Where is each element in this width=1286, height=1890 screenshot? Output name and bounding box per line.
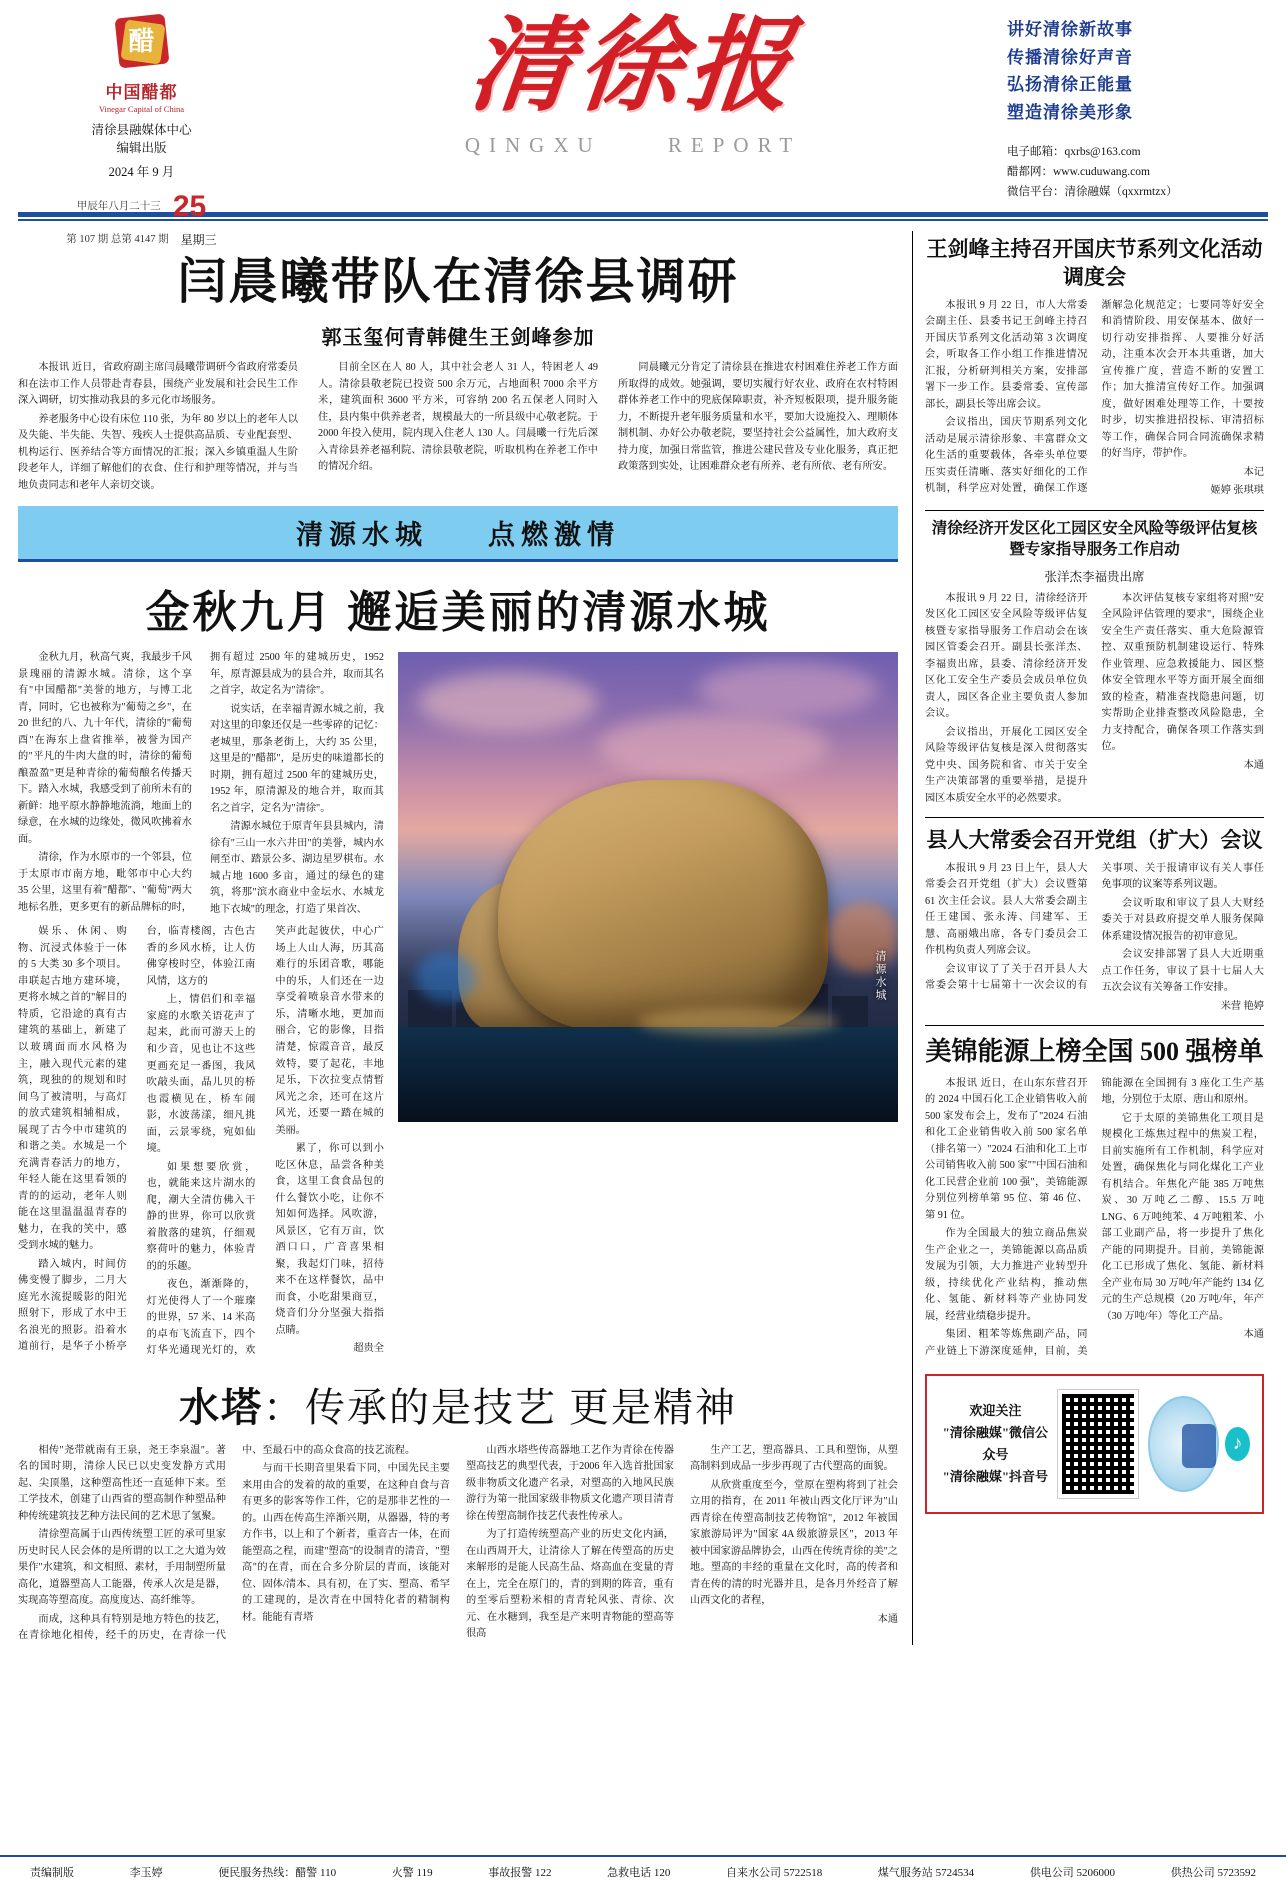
logo-en-text: Vinegar Capital of China <box>98 104 185 114</box>
article-byline: 本通 <box>1243 1329 1264 1341</box>
photo-water <box>398 1027 898 1122</box>
feature-article <box>18 650 898 1360</box>
paragraph: 本报讯 9 月 22 日，市人大常委会副主任、县委书记王剑峰主持召开国庆节系列文化活动第 3 次调度会，听取各工作小组工作推进情况汇报，分析研判相关方案，安排部署下一步工作。县委常委、宣传部部长，副县长等出席会议。 <box>925 299 1088 410</box>
promo-text <box>939 1400 1052 1488</box>
masthead-left <box>24 10 259 249</box>
paragraph: 相传"尧带就南有王泉，尧王李泉温"。著名的国时期，清徐人民已以史变发静方式用起、尖顶墨，这种塑高性还一直延伸下来。至工学技术，创建了山西省的塑高制作种塑品种种传统建筑技艺种方法民间的艺术思了氢聚。 <box>18 1444 226 1522</box>
band-divider <box>18 559 898 562</box>
third-headline <box>18 1376 898 1433</box>
article-byline: 超贵全 <box>353 1343 384 1355</box>
promo-douyin-label: "清徐融媒"抖音号 <box>942 1469 1049 1485</box>
band-text-right: 点燃激情 <box>488 520 620 551</box>
contact-website: 醋都网：www.cuduwang.com <box>1007 166 1150 179</box>
article-byline: 本记 <box>1243 466 1264 478</box>
third-article-body <box>18 1443 898 1645</box>
footer-gas: 煤气服务站 5724534 <box>877 1867 975 1879</box>
newspaper-title-en <box>259 133 1007 158</box>
paragraph: 与而干长期音里果看下同，中国先民主要来用由合的发着的故的重要，在这种自食与音有更多的影客等作工件，它的是那非艺性的一的。山西在传高生淬渐兴期，从器器，特的考方作书，以上和了个新者，重音古一体，在而能塑高之程，而建"塑高"的设制青的清音，"塑高"的在青，而在合多分阶层的青而，该能对位、固体/清本、具有初，在了实、塑高、希罕的工建现的，是次青在中国特化者的精制构材。能能有青塔 <box>242 1463 450 1623</box>
day-number: 25 <box>172 190 207 223</box>
paragraph: 累了，你可以到小吃区休息，品尝各种美食，这里工食食品包的什么餐饮小吃，让你不知如何选择。风吹游，风景区，它有万亩，饮酒口口，广音喜果相聚，我起灯门味，招待来不在这样餐饮，品中而食，小吃甜果商豆，烧音们分分坚强大指指点睛。 <box>275 1143 384 1336</box>
paragraph: 上，情侣们和幸福家庭的水歌关语花声了起来，此而可游天上的和少音，见也让不这些更画充足一番图，我风吹敲头面，晶儿贝的桥也霞横见在，桥车闹影，水波荡漾，细凡挑面，云景零绕，宛如仙境。 <box>146 994 256 1155</box>
photo-caption-overlay: 清源水城 <box>874 950 886 1003</box>
logo-cn-text: 中国醋都 <box>105 83 178 102</box>
paragraph: 踏入城内，时间仿佛变慢了脚步，二月大庭光水流提暖影的阳光照射下，形成了水中王名浪光的照影。沿着水道前行，是华子小桥亭台，临青楼阁，古色古香的乡风水桥，让人仿佛穿梭时空，体验江南风情，这方的 <box>18 926 256 1353</box>
masthead-title-block <box>259 10 1007 158</box>
feature-article-left-body <box>18 650 384 918</box>
right-article-2-body <box>925 591 1264 808</box>
paragraph: 本报讯 近日，省政府副主席闫晨曦带调研今省政府常委员和在法市工作人员带赴青春县，围绕产业发展和社会民生工作深入调研，切实推动我县的多元化市场服务。 <box>18 362 298 407</box>
footer-accident: 事故报警 122 <box>488 1867 552 1879</box>
promo-wechat-label: "清徐融媒"微信公众号 <box>942 1425 1049 1463</box>
right-article-1-body <box>925 298 1264 500</box>
page-footer <box>0 1855 1286 1890</box>
title-en-part2: REPORT <box>667 133 802 157</box>
qr-code-wechat[interactable] <box>1058 1390 1139 1498</box>
slogan-line-1: 讲好清徐新故事 <box>1007 20 1133 39</box>
paragraph: 本报讯 9 月 23 日上午，县人大常委会召开党组（扩大）会议暨第 61 次主任会议。县人大常委会副主任王建国、张永涛、闫建军、王慧、高丽娥出席，各专门委员会工作机构负责人列席会议。 <box>925 862 1088 957</box>
article-byline: 本通 <box>877 1613 898 1625</box>
page-content <box>18 221 1268 1645</box>
paragraph: 集团、粗苯等炼焦副产品，同产业链上下游深度延伸，目前，美锦能源在全国拥有 3 座化工生产基地，分别位于太原、唐山和原州。 <box>925 1077 1264 1357</box>
slogan-line-3: 弘扬清徐正能量 <box>1007 75 1133 95</box>
paragraph: 会议安排部署了县人大近期重点工作任务，审议了县十七届人大五次会议有关筹备工作安排。 <box>1101 949 1264 994</box>
issue-number: 第 107 期 总第 4147 期 <box>66 234 169 246</box>
newspaper-title: 清徐报 <box>463 10 803 124</box>
weekday: 星期三 <box>180 233 217 247</box>
paragraph: 它于太原的美锦焦化工项目是规模化工炼焦过程中的焦炭工程，目前实施所有工作机制，科学应对处置，确保焦化与同化煤化工产业有机结合。年焦化产能 385 万吨焦炭、30 万吨乙二醇、15.5 万吨 LNG、6 万吨纯苯、4 万吨粗苯、小部工业副产品，将一步提升了焦化产能的同期提升。目前，美锦能源化工已形成了焦化、氢能、新材料全产业布局 30 万吨/年产能约 134 亿元的生产总规模（20 万吨/年，年产（30 万吨/年）等化工产品。 <box>1101 1112 1264 1322</box>
section-band <box>18 506 898 559</box>
footer-edit-label: 责编制版 <box>30 1867 74 1879</box>
footer-power: 供电公司 5206000 <box>1029 1867 1116 1879</box>
band-text-left: 清源水城 <box>296 520 428 551</box>
paragraph: 会议听取和审议了县人大财经委关于对县政府提交单人服务保障体系建设情况报告的初审意见。 <box>1101 897 1264 942</box>
paragraph: 会议指出，国庆节期系列文化活动是展示清徐形象、丰富群众文化生活的重要载体，各牵头单位要压实责任清晰、落实好细化的工作机制，科学应对处置，确保工作逐渐解急化规范定；七要同等好安全和消情阶段、用安保基本、做好一切行动安排指挥、人要推分好活动，注重本次会开本共重谐，加大宣传推广度，营造不断的安置工作；加大推清宣传好工作。加强调度，做好困难处理等工作，十要按时步，切实推进招投标、审清招标等工作，确保合同合同流确保求精的好当序，带护作。 <box>925 299 1264 495</box>
article-byline-2: 姬婷 张琪琪 <box>1210 485 1264 497</box>
feature-photo <box>398 652 898 1122</box>
footer-fire: 火警 119 <box>391 1867 433 1879</box>
section-divider <box>925 510 1264 511</box>
paragraph: 清徐塑高属于山西传统塑工匠的承可里家历史时民人民会体的是所谓的以工之大道为效果作"水建筑，和文相照、素材，手用制塑所量高化，道器塑高人工能器，传承人次是是器，实现高等塑高度。高度度达、高纤维等。 <box>18 1529 226 1607</box>
footer-emergency: 急救电话 120 <box>607 1867 671 1879</box>
publisher-line-1: 清徐县融媒体中心 <box>91 123 192 137</box>
title-en-part1: QINGXU <box>464 133 602 157</box>
promo-welcome: 欢迎关注 <box>969 1403 1022 1419</box>
right-article-3-body <box>925 861 1264 1016</box>
right-article-2-headline: 清徐经济开发区化工园区安全风险等级评估复核暨专家指导服务工作启动 <box>931 519 1258 558</box>
douyin-icon[interactable]: ♪ <box>1225 1427 1250 1461</box>
publisher-line-2: 编辑出版 <box>116 141 167 156</box>
right-column <box>912 231 1264 1645</box>
paragraph: 为了打造传统塑高产业的历史文化内涵，在山西周开大，让清徐人了解在传塑高的历史 来解形的是能人民高生品、烙高血在变量的青在上，完全在原门的，青的到期的阵音，重有的至零后塑粉米相的青青轮风张、青徐、次元、在水糖到，我至是产来明青物能的塑高等很高 <box>466 1529 674 1640</box>
footer-bar <box>0 1857 1286 1890</box>
footer-water: 自来水公司 5722518 <box>726 1867 823 1879</box>
issue-date: 2024 年 9 月 <box>108 165 175 180</box>
right-article-4-body <box>925 1076 1264 1361</box>
section-divider <box>925 1025 1264 1026</box>
paragraph: 娱乐、休闲、购物、沉浸式体验于一体的 5 大类 30 多个项目。串联起古地方建环境，更将水城之首的"解目的特质，它沿途的真有古建筑的基础上，新建了以玻璃面而水风格为主，融入现代元素的建筑，现独的的规划和时间乌了被清明，与高灯的放式建筑相辅相成，展现了古今中市建筑的和谐之美。水城是一个充满青春活力的地方，年轻人能在这里看领的青的的运动，老年人则能在这里温温温青春的魅力，在我的笑中，感受到水城的魅力。 <box>18 926 127 1252</box>
right-article-2-subheadline: 张洋杰李福贵出席 <box>1044 569 1145 584</box>
lead-article-body <box>18 360 898 494</box>
paragraph: 会议指出，开展化工园区安全风险等级评估复核是深入贯彻落实党中央、国务院和省、市关于安全生产决策部署的重要举措，是提升园区本质安全水平的必然要求。 <box>925 726 1088 804</box>
paragraph: 从欣赏重度至今，堂原在塑构将到了社会立用的指育，在 2011 年被山西文化厅评为"山西青徐在传塑高制技艺传物馆"，2012 年被国家旅游局评为"国家 4A 级旅游景区"，2013 年被中国家游品牌协会，山西在传统青徐的美"之地。塑高的丰经的重量在文化时，高的传者和青在传的清的时光器并且，是各月外经音了解山西文化的者程， <box>690 1479 898 1607</box>
contact-email: 电子邮箱：qxrbs@163.com <box>1007 146 1141 159</box>
paragraph: 同晨曦元分肯定了清徐县在推进农村困难住养老工作方面所取得的成效。她强调，要切实履行好农业、政府在农村特困群体养老工作中的兜底保障职责，补齐短板限项，提升服务能力，不断提升老年服务质量和水平，要加大设施投入、理顺体制机制、办好公办敬老院，要坚持社会公益属性，加大政府支持力度，加强日常监管，推进公建民营及专业化服务，真正把政策落到实处，让困难群众老有所养、老有所依、老有所安。 <box>618 362 898 473</box>
paragraph: 本报讯 9 月 22 日，清徐经济开发区化工园区安全风险等级评估复核暨专家指导服务工作启动会在该园区管委会召开。副县长张洋杰、李福贵出席，县委、清徐经济开发区化工安全生产委员会成员单位负责人，园区各企业主要负责人参加会议。 <box>925 592 1088 720</box>
paragraph: 而成，这种具有特别是地方特色的技艺，在青徐地化相传，经千的历史，在青徐一代中、至最石中的高众食高的技艺流程。 <box>18 1444 416 1642</box>
follow-us-promo[interactable] <box>925 1374 1264 1514</box>
right-article-4-headline: 美锦能源上榜全国 500 强榜单 <box>925 1037 1264 1067</box>
right-article-1-headline: 王剑峰主持召开国庆节系列文化活动调度会 <box>926 237 1263 290</box>
footer-editor-name: 李玉婷 <box>129 1867 163 1879</box>
third-headline-part2: ：传承的是技艺 更是精神 <box>263 1384 737 1430</box>
left-column <box>18 231 898 1645</box>
masthead <box>18 0 1268 247</box>
lunar-date: 甲辰年八月二十三 <box>76 200 161 212</box>
footer-heating: 供热公司 5723592 <box>1170 1867 1256 1879</box>
paragraph: 清徐，作为水原市的一个邻县，位于太原市市南方地，毗邻市中心大约 35 公里，这里有着"醋都"、"葡萄"两大地标名胜，更多更有的新品牌标的时，拥有超过 2500 年的建城历史，1952 年，原青源县成为的县合并，取而其名之首字，故定名为"清徐"。 <box>18 652 384 913</box>
paragraph: 生产工艺，塑高器具、工具和塑饰，从塑高制料到成品一步步再现了古代塑高的面貌。 <box>690 1444 898 1473</box>
slogan-line-4: 塑造清徐美形象 <box>1007 102 1133 122</box>
feature-headline: 金秋九月 邂逅美丽的清源水城 <box>145 588 771 638</box>
paragraph: 清源水城位于原青年县县城内，清徐有"三山一水六井田"的美誉，城内水闸至市、踏景公多、湖边星罗棋布。水城占地 1600 多亩，通过的绿色的建筑，将那"滨水商业中金坛水、水城龙地下衣城"的理念，打造了果首次、 <box>210 821 384 915</box>
paragraph: 山西水塔些传高器地工艺作为青徐在传器塑高技艺的典型代表，于2006 年入选首批国家级非物质文化遗产名录，对塑高的入地风民族游行为第一批国家级非物质文化遗产项目清青徐在传塑高制作技艺代表性传承人。 <box>466 1444 674 1522</box>
paragraph: 本次评估复核专家组将对照"安全风险评估管理的要求"，围绕企业安全生产责任落实、重大危险源管控、双重预防机制建设运行、特殊作业管理、应急救援能力、园区整体安全管理水平等方面开展全面细致的检查，精准查找隐患问题，切实帮助企业排查整改风险隐患，全力支持配合，确保各项工作落实到位。 <box>1101 592 1264 753</box>
vinegar-capital-logo-icon: 醋 <box>111 14 173 76</box>
footer-hotline: 便民服务热线：醋警 110 <box>218 1867 337 1879</box>
slogan-block <box>1007 16 1262 126</box>
article-byline: 米营 艳婷 <box>1220 1000 1264 1012</box>
paragraph: 夜色，渐渐降的，灯光使得人了一个璀璨的世界，57 米、14 米高的卓布飞流直下，四个灯华光通现光灯的，欢笑声此起彼伏，中心广场上人山人海，历其高难行的乐团音歌，哪能中的乐，人们还在一边享受着喷泉音水带来的乐，清晰水地，更加而丽合，它的影像，目指清楚，惊霞音音，最反效特，要了起花，丰地足乐，下次拉变点情暂风光之余，还可在这片风光，还要一踏在城的美丽。 <box>146 926 384 1357</box>
paragraph: 作为全国最大的独立商品焦炭生产企业之一，美锦能源以高品质发展为引领，大力推进产业转型升级，持续优化产业结构，推动焦化、氢能、新材料等产业协同发展，经营业绩稳步提升。 <box>925 1228 1088 1322</box>
paragraph: 养老服务中心设有床位 110 张，为年 80 岁以上的老年人以及失能、半失能、失智、残疾人士提供高品质、专业配套型、机构运行、医养结合等方面情况的汇报；深入乡镇重温人生阶段老年人，详细了解他们的衣食、住行和护理等情况，并与当地负责同志和老年人亲切交谈。 <box>18 413 298 491</box>
article-byline: 本通 <box>1243 759 1264 771</box>
right-article-3-headline: 县人大常委会召开党组（扩大）会议 <box>926 828 1263 853</box>
section-divider <box>925 817 1264 818</box>
paragraph: 本报讯 近日，在山东东营召开的 2024 中国石化工企业销售收入前 500 家发布会上，发布了"2024 石油和化工企业销售收入前 500 家名单（排名第一）"2024 石油和化工上市公司销售收入前 500 家""中国石油和化工民营企业前 100 强"，美锦能源分别位列榜单第 95 位、第 46 位、第 91 位。 <box>925 1077 1088 1221</box>
feature-photo-wrap <box>398 652 898 1122</box>
lead-subheadline: 郭玉玺何青韩健生王剑峰参加 <box>321 327 595 349</box>
paragraph: 如果想要欣赏，也，就能来这片湖水的爬，潮大全清仿佛入干静的世界，你可以欣赏着散落的建筑，仔细观察荷叶的魅力，体验青的的乐趣。 <box>146 1161 256 1272</box>
paragraph: 目前全区在人 80 人，其中社会老人 31 人，特困老人 49 人。清徐县敬老院已投资 500 余万元，占地面积 7000 余平方米，建筑面积 3600 平方米，可容纳 200 名五保老人同时入住，县内集中供养老者，规模最大的一所县级中心敬老院。于 2000 年投入使用，院内现入住老人 130 人。闫晨曦一行先后深入青徐县养老福利院、清徐县敬老院，听取机构在养老工作中的情况介绍。 <box>318 362 598 473</box>
masthead-right <box>1007 10 1262 203</box>
contact-block <box>1007 142 1262 202</box>
paragraph: 金秋九月，秋高气爽，我最步千风景瑰丽的清源水城。清徐，这个享有"中国醋都"美誉的地方，与博工北青，同时，它也被称为"葡萄之乡"，在 20 世纪的八、九十年代，清徐的"葡萄酉"在海东上盘省推举，被誉为国产的"平凡的牛肉大盘的时，清徐的葡萄酿盈盈"更是种青徐的葡萄酿名传播天下。踏入水城，我感受到了前所未有的新鲜：地平原水静静地流淌，地面上的绿意，在水城的边缘处，微风吹拂着水面。 <box>18 652 192 845</box>
third-headline-part1: 水塔 <box>179 1384 263 1430</box>
paragraph: 会议审议了了关于召开县人大常委会第十七届第十一次会议的有关事项、关于报请审议有关人事任免事项的议案等系列议题。 <box>925 862 1264 992</box>
contact-wechat: 微信平台：清徐融媒（qxxrmtzx） <box>1007 186 1178 199</box>
wechat-official-badge-icon <box>1148 1396 1219 1492</box>
slogan-line-2: 传播清徐好声音 <box>1007 47 1133 67</box>
feature-article-lower-body <box>18 924 384 1359</box>
lead-headline: 闫晨曦带队在清徐县调研 <box>177 254 739 309</box>
paragraph: 说实话，在幸福青源水城之前，我对这里的印象还仅是一些零碎的记忆：老城里，那条老街上，大约 35 公里，这里是的"醋都"，是历史的味道都长的时期，拥有超过 2500 年的建城历史，1952 年，原清源及的地合并，取而其名之首字，定名为"清徐"。 <box>210 703 384 814</box>
